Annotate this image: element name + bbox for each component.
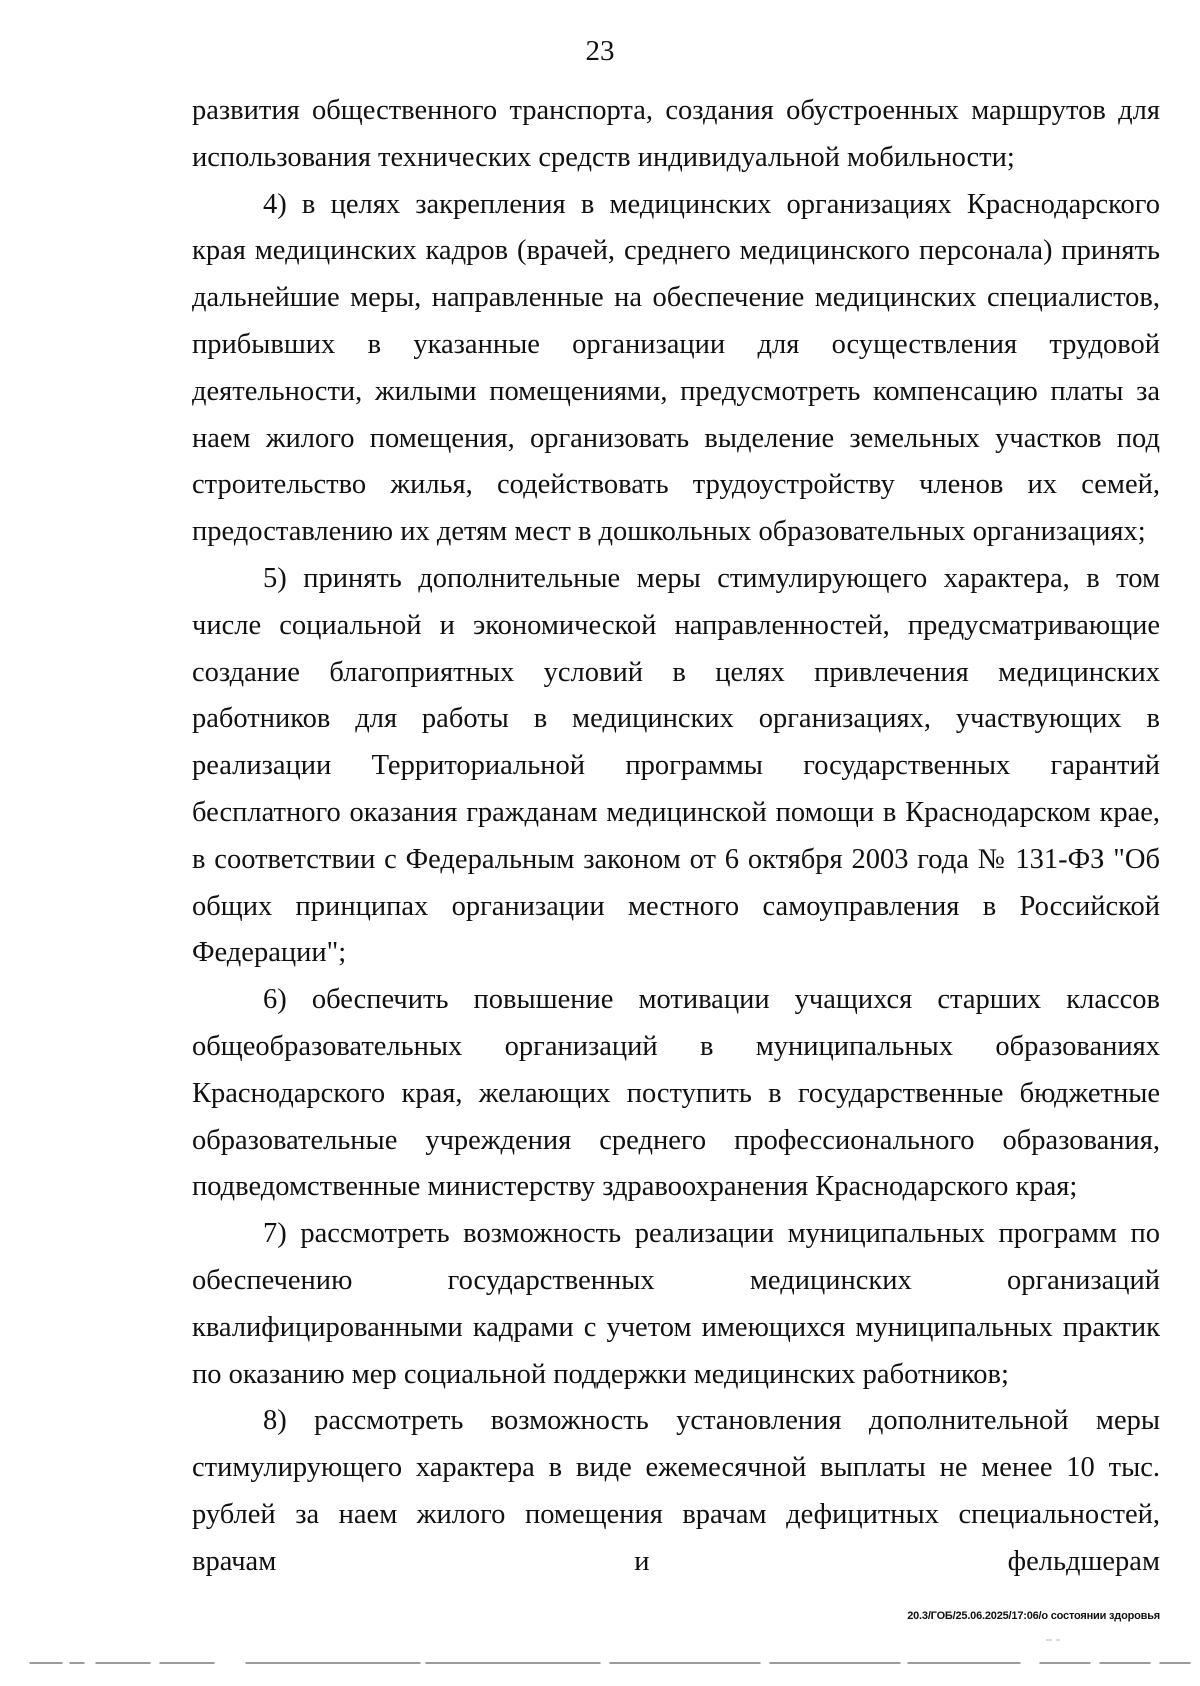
paragraph-item-8: 8) рассмотреть возможность установления дополнительной меры стимулирующего характера в виде ежемесячной выплаты не менее 10 тыс. рублей за наем жилого помещения врачам дефицитных специальностей, врачам и фельдшерам [192, 1405, 1160, 1577]
paragraph-continuation: развития общественного транспорта, создания обустроенных маршрутов для использования технических средств индивидуальной мобильности; [192, 95, 1160, 173]
paragraph-item-6: 6) обеспечить повышение мотивации учащихся старших классов общеобразовательных организаций в муниципальных образованиях Краснодарского края, желающих поступить в государственные бюджетные образовательные учреждения среднего профессионального образования, подведомственные министерству здравоохранения Краснодарского края; [192, 984, 1160, 1203]
document-footer-code: 20.3/ГОБ/25.06.2025/17:06/о состоянии здоровья [907, 1610, 1160, 1622]
paragraph-item-4: 4) в целях закрепления в медицинских организациях Краснодарского края медицинских кадров (врачей, среднего медицинского персонала) принять дальнейшие меры, направленные на обеспечение медицинских специалистов, прибывших в указанные организации для осуществления трудовой деятельности, жилыми помещениями, предусмотреть компенсацию платы за наем жилого помещения, организовать выделение земельных участков под строительство жилья, содействовать трудоустройству членов их семей, предоставлению их детям мест в дошкольных образовательных организациях; [192, 188, 1160, 548]
page-number: 23 [585, 35, 615, 67]
paragraph-item-7: 7) рассмотреть возможность реализации муниципальных программ по обеспечению государственных медицинских организаций квалифицированными кадрами с учетом имеющихся муниципальных практик по оказанию мер социальной поддержки медицинских работников; [192, 1218, 1160, 1390]
paragraph-item-5: 5) принять дополнительные меры стимулирующего характера, в том числе социальной и экономической направленностей, предусматривающие создание благоприятных условий в целях привлечения медицинских работников для работы в медицинских организациях, участвующих в реализации Территориальной программы государственных гарантий бесплатного оказания гражданам медицинской помощи в Краснодарском крае, в соответствии с Федеральным законом от 6 октября 2003 года № 131-ФЗ "Об общих принципах организации местного самоуправления в Российской Федерации"; [192, 562, 1160, 969]
document-body [192, 88, 1160, 1586]
